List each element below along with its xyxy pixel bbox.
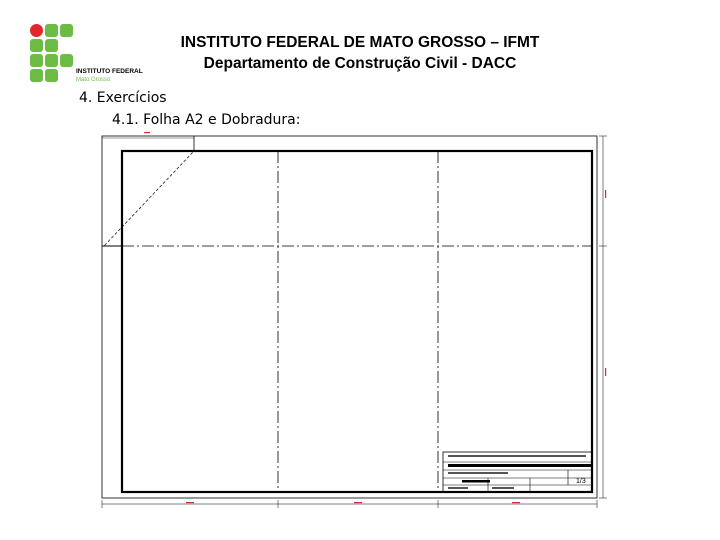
subsection-heading: 4.1. Folha A2 e Dobradura: <box>112 112 301 128</box>
sheet-number: 1/3 <box>576 478 586 485</box>
fold-diagonal <box>104 151 194 246</box>
sheet-margin-frame <box>122 151 592 492</box>
logo-campus: Mato Grosso <box>76 77 111 83</box>
dimension-lines-right <box>599 136 607 498</box>
title-block <box>443 452 592 492</box>
sheet-outer-edge <box>102 136 597 498</box>
institution-title: INSTITUTO FEDERAL DE MATO GROSSO – IFMT <box>180 34 540 51</box>
section-heading: 4. Exercícios <box>79 90 167 106</box>
dimension-line-top <box>102 132 194 138</box>
logo-name: INSTITUTO FEDERAL <box>76 68 143 75</box>
department-title: Departamento de Construção Civil - DACC <box>203 55 517 72</box>
dimension-lines-bottom <box>102 500 597 508</box>
